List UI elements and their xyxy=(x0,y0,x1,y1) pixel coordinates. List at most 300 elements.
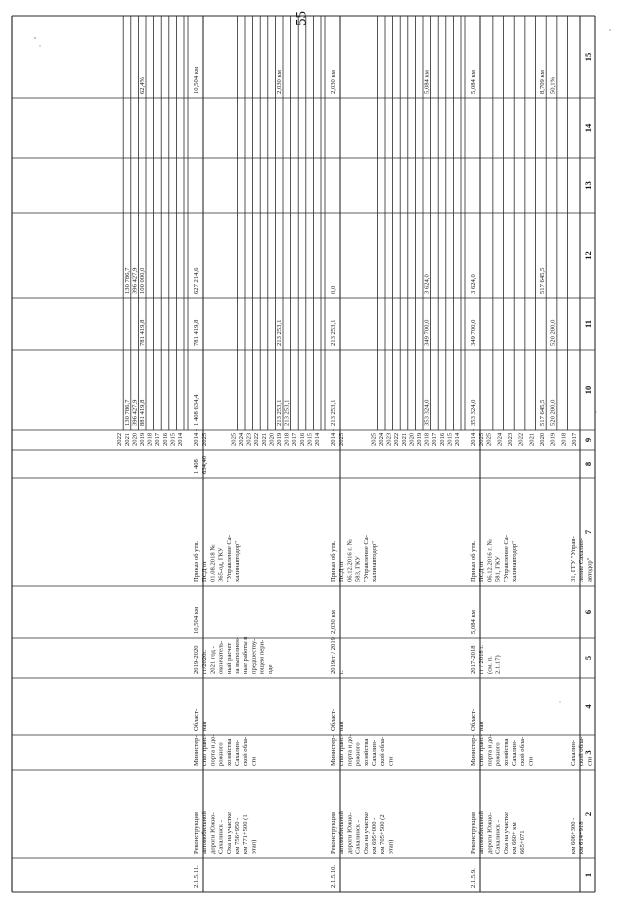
row-docs-2.1.5.11.-line: 01.08.2018 № xyxy=(209,544,217,582)
row-2018-col10-2.1.5.10. xyxy=(284,400,291,426)
row-year-2.1.5.10.-2025-line: 2025 xyxy=(230,432,238,446)
row-2020-col10-2.1.5.11. xyxy=(131,399,138,426)
row-customer-2.1.5.10.-line: порта и до- xyxy=(346,734,354,766)
column-header-15-line: 15 xyxy=(583,52,593,62)
row-year-2.1.5.10.-2023-line: 2023 xyxy=(245,432,253,446)
column-header-9 xyxy=(583,438,593,442)
row-year-2.1.5.10.-2017 xyxy=(291,432,298,446)
row-period-2.1.5.9.-line: 2017-2018 xyxy=(470,645,477,674)
row-object-2.1.5.11.-line: автомобильной xyxy=(201,811,209,854)
row-docs-2.1.5.10.-line: 583, ГКУ xyxy=(354,556,362,582)
row-year-2.1.5.11.-2014-line: 2014 xyxy=(177,432,184,446)
row-number-2.1.5.11.-line: 2.1.5.11. xyxy=(193,865,200,888)
row-year-2.1.5.11.-2017 xyxy=(154,432,161,446)
row-year-2.1.5.9.-2025 xyxy=(370,432,377,446)
row-year-2.1.5.9.-2024-line: 2024 xyxy=(378,432,385,446)
page-number-text: 55 xyxy=(293,11,310,26)
row-object-2.1.5.11.-line: Сахалинск - xyxy=(217,820,225,854)
row-2018-col10-2.1.5.9.-line: 353 324,0 xyxy=(423,399,431,426)
row-customer-2.1.5.10.-line: хозяйства xyxy=(362,738,370,766)
row-level-2.1.5.9.-line: Област- xyxy=(470,708,477,731)
row-year-2.1.5.10.-2023 xyxy=(246,432,253,446)
row-2019-col11-2.1.5.11.-line: 781 419,8 xyxy=(139,319,146,346)
row-2020-col12-2.1.5.11. xyxy=(131,267,138,294)
row-object-2.1.5.11.-line: Реконструкция xyxy=(193,812,200,854)
row-total-col12-2.1.5.11.-line: 627 214,6 xyxy=(193,267,200,294)
row-object-2.1.5.9.-line: 665+071 xyxy=(519,830,527,854)
row-period-2.1.5.11.-line: ющем пери- xyxy=(258,639,266,674)
row-object-2.1.5.10.-line: Реконструкция xyxy=(330,812,337,854)
carryover-year-2020-line: 2020 xyxy=(539,432,546,446)
row-2021-col10-2.1.5.11. xyxy=(124,399,131,426)
row-year-2.1.5.10.-2022-line: 2022 xyxy=(253,432,261,446)
row-year-2.1.5.11.-2016-line: 2016 xyxy=(161,432,169,446)
row-year-2.1.5.10.-2016 xyxy=(299,432,306,446)
row-docs-2.1.5.10. xyxy=(330,535,378,582)
column-header-6-line: 6 xyxy=(583,609,593,615)
row-2019-col15-2.1.5.11. xyxy=(139,76,146,94)
row-object-2.1.5.9. xyxy=(470,811,526,854)
row-customer-2.1.5.9.-line: ство транс- xyxy=(478,734,486,766)
row-object-2.1.5.10.-line: автомобильной xyxy=(338,811,346,854)
row-capacity-2.1.5.10. xyxy=(330,609,337,634)
row-col15-2.1.5.9.-line: 5,084 км xyxy=(423,70,431,94)
row-cost-2.1.5.11.-line: 1 408 xyxy=(193,459,200,474)
row-docs-2.1.5.9.-line: ПСД от xyxy=(478,560,486,582)
row-level-2.1.5.10. xyxy=(330,709,345,731)
row-level-2.1.5.11. xyxy=(193,709,208,731)
row-customer-2.1.5.11.-line: сти xyxy=(250,756,258,766)
row-2020-col10-2.1.5.11.-line: 396 427,9 xyxy=(131,399,139,426)
row-col15-2.1.5.10. xyxy=(276,69,283,94)
row-object-2.1.5.11.-line: км 756+950 - xyxy=(234,817,241,854)
carryover-col15-2019-line: 50,1% xyxy=(549,76,557,94)
row-total-col12-2.1.5.10.-line: 0,0 xyxy=(330,285,337,294)
row-total-col10-2.1.5.9. xyxy=(470,399,477,426)
row-period-2.1.5.11. xyxy=(193,637,274,674)
row-2021-col12-2.1.5.11. xyxy=(124,267,131,294)
column-header-4-line: 4 xyxy=(583,704,593,709)
row-customer-2.1.5.11.-line: хозяйства xyxy=(225,738,233,766)
row-period-2.1.5.11.-line: 2021 год - xyxy=(209,646,217,674)
row-customer-2.1.5.10.-line: Сахалин- xyxy=(371,739,378,766)
column-header-11-line: 11 xyxy=(583,319,593,329)
carryover-year-2017-line: 2017 xyxy=(571,432,578,446)
row-year-2.1.5.10.-2015 xyxy=(306,432,313,446)
row-total-col11-2.1.5.10.-line: 213 253,1 xyxy=(330,319,337,346)
column-header-8 xyxy=(583,462,593,466)
column-header-8-line: 8 xyxy=(583,461,593,467)
row-customer-2.1.5.10. xyxy=(330,734,394,766)
row-year-2.1.5.11.-2017-line: 2017 xyxy=(154,432,162,446)
row-customer-2.1.5.11.-line: рожного xyxy=(217,742,225,766)
row-object-2.1.5.9.-line: автомобильной xyxy=(478,811,486,854)
row-period-range-2.1.5.10. xyxy=(330,429,345,446)
carryover-year-2024-line: 2024 xyxy=(496,432,504,446)
row-total-col15-2.1.5.11.-line: 10,504 км xyxy=(193,66,200,94)
row-year-2.1.5.9.-2017-line: 2017 xyxy=(431,432,439,446)
row-object-2.1.5.11.-line: этап) xyxy=(250,839,258,854)
row-2019-col10-2.1.5.11. xyxy=(139,399,146,426)
row-total-col10-2.1.5.11.-line: 1 408 634,4 xyxy=(193,394,200,426)
row-customer-2.1.5.9.-line: рожного xyxy=(494,742,502,766)
row-number-2.1.5.9.-line: 2.1.5.9. xyxy=(470,868,477,888)
row-total-col10-2.1.5.10.-line: 213 253,1 xyxy=(330,399,337,426)
row-customer-2.1.5.9.-line: Министер- xyxy=(470,735,477,766)
row-year-2.1.5.11.-2022-line: 2022 xyxy=(116,432,124,446)
row-2019-col11-2.1.5.11. xyxy=(139,319,146,346)
carryover-year-2019-line: 2019 xyxy=(549,432,557,446)
row-2019-col12-2.1.5.11. xyxy=(139,267,146,294)
row-period-range-2.1.5.11.-line: 2025 xyxy=(201,432,209,446)
row-col15-2.1.5.9. xyxy=(424,69,431,94)
row-year-2.1.5.9.-2021-line: 2021 xyxy=(400,432,408,446)
row-2018-col10-2.1.5.9. xyxy=(424,399,431,426)
row-capacity-2.1.5.9. xyxy=(470,609,477,634)
carryover-year-2017 xyxy=(571,432,578,446)
row-period-2.1.5.9. xyxy=(470,645,502,674)
row-year-2.1.5.9.-2024 xyxy=(378,432,385,446)
row-year-2.1.5.10.-2021-line: 2021 xyxy=(260,432,268,446)
row-customer-2.1.5.9. xyxy=(470,734,534,766)
row-object-2.1.5.11.-line: дороги Южно- xyxy=(209,812,217,854)
row-docs-2.1.5.11.-line: 365-од, ГКУ xyxy=(217,547,225,582)
row-cost-2.1.5.11. xyxy=(193,455,208,474)
carryover-customer-line: ской обла- xyxy=(578,736,586,766)
row-year-2.1.5.9.-2025-line: 2025 xyxy=(370,432,378,446)
row-year-2.1.5.11.-2021 xyxy=(124,433,131,446)
row-customer-2.1.5.11. xyxy=(193,734,257,766)
row-year-2.1.5.11.-2020-line: 2020 xyxy=(131,432,139,446)
row-period-2.1.5.9.-line: (см. п. xyxy=(486,656,494,674)
row-year-2.1.5.10.-2014 xyxy=(314,432,321,446)
row-year-2.1.5.11.-2020 xyxy=(131,432,138,446)
row-year-2.1.5.10.-2017-line: 2017 xyxy=(291,432,299,446)
row-docs-2.1.5.9.-line: 581, ГКУ xyxy=(494,556,502,582)
carryover-year-2020 xyxy=(539,432,546,446)
row-year-2.1.5.11.-2018-line: 2018 xyxy=(146,432,154,446)
row-customer-2.1.5.9.-line: хозяйства xyxy=(502,738,510,766)
row-year-2.1.5.9.-2016-line: 2016 xyxy=(438,432,446,446)
row-period-range-2.1.5.11. xyxy=(193,429,208,446)
column-header-7-line: 7 xyxy=(583,529,593,535)
row-period-range-2.1.5.9.-line: 2014 - xyxy=(470,428,477,446)
row-total-col10-2.1.5.11. xyxy=(193,394,200,426)
row-customer-2.1.5.11.-line: Сахалин- xyxy=(234,739,241,766)
row-period-range-2.1.5.9. xyxy=(470,429,485,446)
row-capacity-2.1.5.11.-line: 10,504 км xyxy=(193,606,200,634)
row-year-2.1.5.10.-2018 xyxy=(284,432,291,446)
row-level-2.1.5.9. xyxy=(470,709,485,731)
row-object-2.1.5.9.-line: дороги Южно- xyxy=(486,812,494,854)
row-year-2.1.5.11.-2018 xyxy=(147,432,154,446)
carryover-year-2018 xyxy=(560,432,567,446)
row-2019-col12-2.1.5.11.-line: 100 000,0 xyxy=(139,267,146,294)
row-col15-2.1.5.10.-line: 2,030 км xyxy=(276,70,283,94)
row-level-2.1.5.9.-line: ная xyxy=(478,721,486,731)
row-customer-2.1.5.9.-line: сти xyxy=(527,756,535,766)
row-customer-2.1.5.11.-line: Министер- xyxy=(193,735,200,766)
row-year-2.1.5.11.-2019 xyxy=(139,432,146,446)
row-2019-col10-2.1.5.10. xyxy=(276,400,283,426)
row-customer-2.1.5.10.-line: ской обла- xyxy=(379,736,387,766)
row-col11-2.1.5.9. xyxy=(424,319,431,346)
carryover-col15-2020-line: 8,709 км xyxy=(539,70,546,94)
row-period-2.1.5.10.-line: 2019гг / 2019 xyxy=(330,637,337,674)
row-docs-2.1.5.11.-line: халинавтодор" xyxy=(234,541,241,582)
carryover-col10-2019-line: 520 200,0 xyxy=(549,399,557,426)
carryover-col11-2019-line: 520 200,0 xyxy=(549,319,557,346)
carryover-col15-2020 xyxy=(539,69,546,94)
row-total-col11-2.1.5.11.-line: 781 419,8 xyxy=(193,319,200,346)
carryover-col15-2019 xyxy=(550,76,557,94)
row-object-2.1.5.10.-line: км 705+500 (2 xyxy=(379,814,387,854)
row-customer-2.1.5.9.-line: Сахалин- xyxy=(511,739,518,766)
row-year-2.1.5.9.-2017 xyxy=(431,432,438,446)
row-year-2.1.5.11.-2015 xyxy=(169,432,176,446)
row-year-2.1.5.9.-2014 xyxy=(454,432,461,446)
row-object-2.1.5.10. xyxy=(330,811,394,854)
row-customer-2.1.5.11.-line: ской обла- xyxy=(242,736,250,766)
row-docs-2.1.5.11.-line: Приказ об утв. xyxy=(193,540,200,582)
row-year-2.1.5.9.-2015 xyxy=(446,432,453,446)
row-capacity-2.1.5.11. xyxy=(193,606,200,634)
carryover-docs-line: 31, ГГУ "Управ- xyxy=(570,536,577,582)
row-year-2.1.5.9.-2021 xyxy=(401,433,408,446)
row-object-2.1.5.11.-line: км 771+500 (1 xyxy=(242,814,250,854)
row-level-2.1.5.11.-line: ная xyxy=(201,721,209,731)
carryover-col10-2020-line: 517 645,5 xyxy=(539,399,546,426)
carryover-col10-2019 xyxy=(550,399,557,426)
row-total-col11-2.1.5.11. xyxy=(193,319,200,346)
carryover-year-2018-line: 2018 xyxy=(560,432,568,446)
row-total-col10-2.1.5.10. xyxy=(330,400,337,426)
column-header-10 xyxy=(583,386,593,395)
row-year-2.1.5.9.-2020 xyxy=(408,432,415,446)
column-header-3-line: 3 xyxy=(583,750,593,755)
row-customer-2.1.5.10.-line: рожного xyxy=(354,742,362,766)
row-docs-2.1.5.10.-line: халинавтодор" xyxy=(371,541,378,582)
row-year-2.1.5.9.-2018-line: 2018 xyxy=(423,432,431,446)
row-object-2.1.5.11. xyxy=(193,811,257,854)
column-header-14-line: 14 xyxy=(583,123,593,133)
carryover-docs-line: ление Сахалин- xyxy=(578,538,586,582)
row-2019-col10-2.1.5.10.-line: 213 253,1 xyxy=(276,399,283,426)
row-year-2.1.5.11.-2014 xyxy=(177,432,184,446)
row-total-col15-2.1.5.11. xyxy=(193,66,200,94)
row-total-col10-2.1.5.9.-line: 353 324,0 xyxy=(470,399,477,426)
row-total-col15-2.1.5.9.-line: 5,084 км xyxy=(470,70,477,94)
carryover-year-2022 xyxy=(518,433,525,446)
column-header-4 xyxy=(583,704,593,709)
carryover-year-2025 xyxy=(486,432,493,446)
row-year-2.1.5.10.-2021 xyxy=(261,433,268,446)
row-period-2.1.5.11.-line: 2019-2020 xyxy=(193,645,200,674)
row-total-col11-2.1.5.10. xyxy=(330,320,337,346)
column-header-6 xyxy=(583,610,593,614)
row-year-2.1.5.9.-2020-line: 2020 xyxy=(408,432,416,446)
row-customer-2.1.5.9.-line: порта и до- xyxy=(486,734,494,766)
row-object-2.1.5.9.-line: км 660+ км xyxy=(511,822,518,854)
row-year-2.1.5.11.-2019-line: 2019 xyxy=(139,432,146,446)
row-year-2.1.5.10.-2020-line: 2020 xyxy=(268,432,276,446)
row-year-2.1.5.10.-2016-line: 2016 xyxy=(298,432,306,446)
column-header-9-line: 9 xyxy=(583,437,593,443)
row-period-2.1.5.11.-line: окончатель- xyxy=(217,640,225,674)
row-period-2.1.5.11.-line: предшеству- xyxy=(250,638,258,674)
carryover-year-2023 xyxy=(507,432,514,446)
carryover-year-2019 xyxy=(550,432,557,446)
carryover-col10-2020 xyxy=(539,399,546,426)
row-total-col11-2.1.5.9. xyxy=(470,319,477,346)
row-year-2.1.5.9.-2019 xyxy=(416,432,423,446)
row-object-2.1.5.10.-line: дороги Южно- xyxy=(346,812,354,854)
row-year-2.1.5.9.-2022 xyxy=(393,433,400,446)
row-total-col12-2.1.5.9. xyxy=(470,274,477,294)
row-customer-2.1.5.11.-line: порта и до- xyxy=(209,734,217,766)
row-object-2.1.5.9.-line: Сахалинск - xyxy=(494,820,502,854)
carryover-object-line: км 614+918 xyxy=(578,821,586,854)
row-customer-2.1.5.10.-line: Министер- xyxy=(330,735,337,766)
row-customer-2.1.5.11.-line: ство транс- xyxy=(201,734,209,766)
column-header-2-line: 2 xyxy=(583,811,593,817)
carryover-year-2025-line: 2025 xyxy=(485,432,493,446)
row-period-2.1.5.11.-line: гг/2020г. xyxy=(201,649,209,674)
row-year-2.1.5.9.-2018 xyxy=(424,432,431,446)
row-docs-2.1.5.9.-line: "Управление Са- xyxy=(502,535,510,582)
row-year-2.1.5.9.-2015-line: 2015 xyxy=(446,432,454,446)
row-year-2.1.5.10.-2025 xyxy=(230,432,237,446)
column-header-13-line: 13 xyxy=(583,181,593,190)
column-header-15 xyxy=(583,53,593,62)
row-year-2.1.5.10.-2024-line: 2024 xyxy=(238,432,245,446)
row-year-2.1.5.9.-2023 xyxy=(386,432,393,446)
scan-specks xyxy=(34,29,611,702)
row-col11-2.1.5.9.-line: 349 700,0 xyxy=(423,319,431,346)
row-2018-col10-2.1.5.10.-line: 213 253,1 xyxy=(283,399,291,426)
row-number-2.1.5.10. xyxy=(330,865,337,888)
row-year-2.1.5.11.-2015-line: 2015 xyxy=(169,432,177,446)
carryover-docs-line: автодор" xyxy=(586,557,594,582)
column-header-14 xyxy=(583,123,593,132)
row-total-col15-2.1.5.10. xyxy=(330,69,337,94)
row-2019-col10-2.1.5.11.-line: 881 419,8 xyxy=(139,399,146,426)
row-period-2.1.5.9.-line: 2.1.17) xyxy=(494,655,502,674)
row-year-2.1.5.9.-2022-line: 2022 xyxy=(393,432,401,446)
carryover-year-2021 xyxy=(528,433,535,446)
row-year-2.1.5.11.-2021-line: 2021 xyxy=(123,432,131,446)
row-capacity-2.1.5.9.-line: 5,084 км xyxy=(470,610,477,634)
row-number-2.1.5.10.-line: 2.1.5.10. xyxy=(330,864,337,888)
row-2020-col12-2.1.5.11.-line: 396 427,9 xyxy=(131,267,139,294)
row-year-2.1.5.10.-2019-line: 2019 xyxy=(276,432,283,446)
carryover-customer-line: Сахалин- xyxy=(570,739,577,766)
row-level-2.1.5.10.-line: Област- xyxy=(330,708,337,731)
carryover-col12-2020 xyxy=(539,267,546,294)
row-total-col15-2.1.5.9. xyxy=(470,69,477,94)
row-period-range-2.1.5.9.-line: 2025 xyxy=(478,432,486,446)
row-year-2.1.5.10.-2019 xyxy=(276,432,283,446)
column-header-13 xyxy=(583,181,593,190)
row-year-2.1.5.9.-2019-line: 2019 xyxy=(416,432,423,446)
carryover-year-2024 xyxy=(496,432,503,446)
row-object-2.1.5.10.-line: этап) xyxy=(387,839,395,854)
row-period-2.1.5.11.-line: ный расчет xyxy=(225,642,233,674)
column-header-1-line: 1 xyxy=(583,872,593,878)
row-period-2.1.5.11.-line: оде xyxy=(266,664,274,674)
row-period-2.1.5.10.-line: г. xyxy=(338,670,346,674)
carryover-year-2023-line: 2023 xyxy=(507,432,514,446)
row-year-2.1.5.10.-2018-line: 2018 xyxy=(283,432,291,446)
row-object-2.1.5.10.-line: км 695+000 - xyxy=(371,817,378,854)
column-header-5 xyxy=(583,656,593,660)
row-year-2.1.5.11.-2016 xyxy=(162,432,169,446)
row-year-2.1.5.9.-2023-line: 2023 xyxy=(385,432,393,446)
carryover-col12-2020-line: 517 645,5 xyxy=(539,267,546,294)
row-docs-2.1.5.9.-line: 06.12.2016 г. № xyxy=(486,539,494,582)
column-header-2 xyxy=(583,812,593,816)
row-number-2.1.5.11. xyxy=(193,865,200,888)
carryover-year-2022-line: 2022 xyxy=(517,432,525,446)
column-header-5-line: 5 xyxy=(583,655,593,661)
row-docs-2.1.5.9. xyxy=(470,535,518,582)
carryover-year-2021-line: 2021 xyxy=(528,432,536,446)
row-2019-col11-2.1.5.10.-line: 213 253,1 xyxy=(276,319,283,346)
row-2021-col12-2.1.5.11.-line: 130 786,7 xyxy=(123,267,131,294)
row-customer-2.1.5.10.-line: сти xyxy=(387,756,395,766)
row-docs-2.1.5.11.-line: ПСД от xyxy=(201,560,209,582)
row-docs-2.1.5.10.-line: ПСД от xyxy=(338,560,346,582)
row-2018-col12-2.1.5.9. xyxy=(424,274,431,294)
row-period-range-2.1.5.10.-line: 2014 - xyxy=(330,428,337,446)
row-2018-col12-2.1.5.9.-line: 3 624,0 xyxy=(423,274,431,294)
row-2019-col11-2.1.5.10. xyxy=(276,320,283,346)
row-level-2.1.5.11.-line: Област- xyxy=(193,708,200,731)
row-cost-2.1.5.11.-line: 634,40 xyxy=(201,455,209,474)
row-total-col15-2.1.5.10.-line: 2,030 км xyxy=(330,70,337,94)
row-period-2.1.5.9.-line: гг / 2018 г. xyxy=(478,645,486,674)
carryover-object xyxy=(570,818,585,854)
row-total-col12-2.1.5.11. xyxy=(193,267,200,294)
column-header-12 xyxy=(583,251,593,260)
row-total-col12-2.1.5.10. xyxy=(330,285,337,294)
row-docs-2.1.5.9.-line: халинавтодор" xyxy=(511,541,518,582)
column-header-1 xyxy=(583,873,593,877)
row-docs-2.1.5.10.-line: "Управление Са- xyxy=(362,535,370,582)
row-total-col12-2.1.5.9.-line: 3 624,0 xyxy=(470,274,477,294)
row-year-2.1.5.11.-2022 xyxy=(116,433,123,446)
row-year-2.1.5.10.-2015-line: 2015 xyxy=(306,432,314,446)
row-total-col11-2.1.5.9.-line: 349 700,0 xyxy=(470,319,477,346)
row-number-2.1.5.9. xyxy=(470,868,477,888)
carryover-customer-line: сти xyxy=(586,756,594,766)
row-year-2.1.5.9.-2016 xyxy=(439,432,446,446)
row-2019-col15-2.1.5.11.-line: 62,4% xyxy=(139,76,146,94)
row-year-2.1.5.10.-2024 xyxy=(238,432,245,446)
row-docs-2.1.5.10.-line: Приказ об утв. xyxy=(330,540,337,582)
row-period-range-2.1.5.10.-line: 2025 xyxy=(338,432,346,446)
row-period-2.1.5.11.-line: ные работы в xyxy=(242,636,250,674)
column-header-12-line: 12 xyxy=(583,251,593,260)
row-period-2.1.5.10. xyxy=(330,636,345,674)
row-customer-2.1.5.9.-line: ской обла- xyxy=(519,736,527,766)
row-docs-2.1.5.11. xyxy=(193,535,241,582)
row-docs-2.1.5.10.-line: 06.12.2016 г. № xyxy=(346,539,354,582)
row-object-2.1.5.10.-line: Оха на участке xyxy=(362,812,370,854)
row-year-2.1.5.9.-2014-line: 2014 xyxy=(454,432,461,446)
column-header-11 xyxy=(583,320,593,328)
carryover-docs xyxy=(570,536,593,582)
